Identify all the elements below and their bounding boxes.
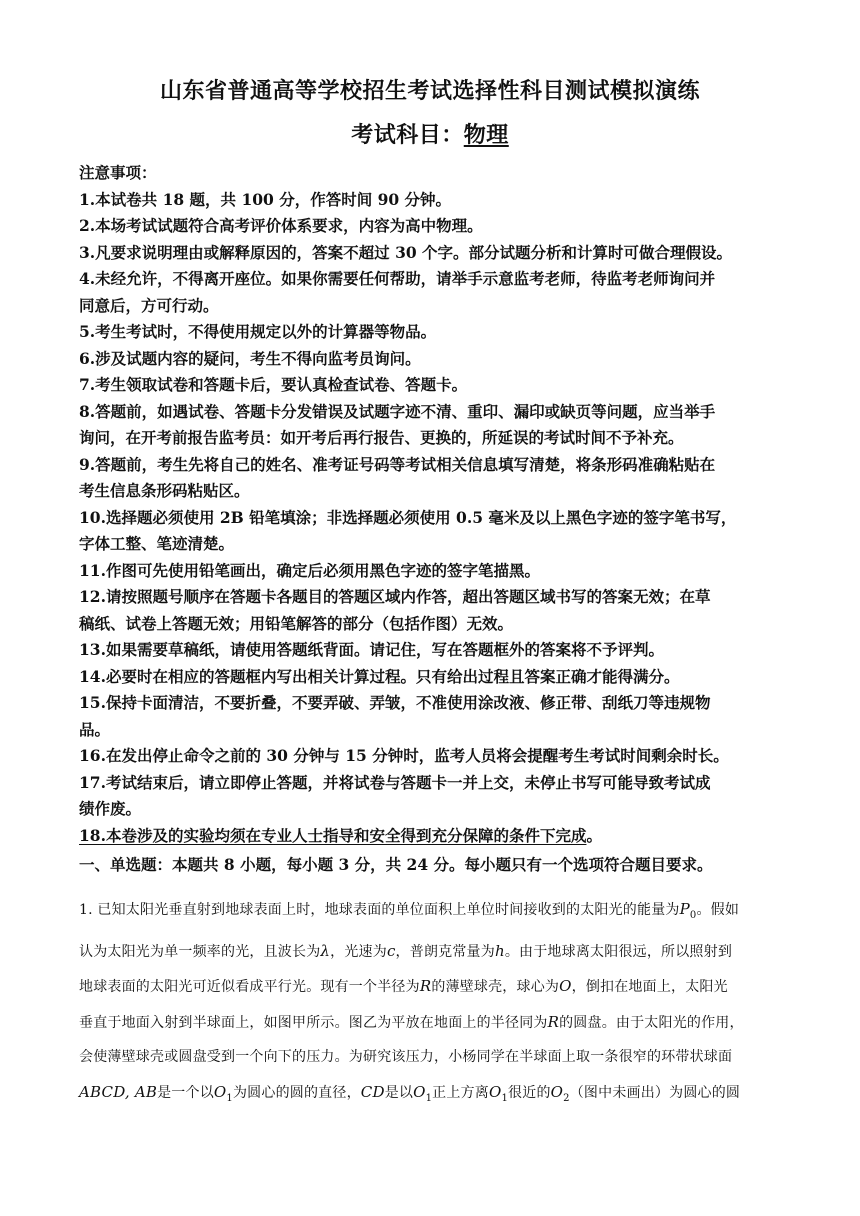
q-text: 为圆心的圆的直径， (232, 1084, 361, 1101)
question-line: 会使薄壁球壳或圆盘受到一个向下的压力。为研究该压力，小杨同学在半球面上取一条很窄的环带状球面 (79, 1049, 733, 1065)
note-line: 14.必要时在相应的答题框内写出相关计算过程。只有给出过程且答案正确才能得满分。 (79, 666, 680, 686)
symbol-p0 (679, 900, 697, 921)
note-line: 绩作废。 (79, 799, 142, 818)
symbol-o1 (488, 1082, 509, 1104)
note-line: 1.本试卷共 18 题，共 100 分，作答时间 90 分钟。 (79, 189, 452, 209)
note-line: 4.未经允许，不得离开座位。如果你需要任何帮助，请举手示意监考老师，待监考老师询问并 (79, 269, 716, 288)
note-line: 品。 (79, 719, 111, 739)
q-text: 是一个以 (157, 1084, 214, 1101)
note-line: 同意后，方可行动。 (79, 295, 219, 315)
q-text: 正上方离 (432, 1084, 489, 1101)
note-line-last: 18.本卷涉及的实验均须在专业人士指导和安全得到充分保障的条件下完成。 (79, 825, 602, 845)
question-1 (79, 892, 789, 1116)
q-text: 垂直于地面入射到半球面上，如图甲所示。图乙为平放在地面上的半径同为 (79, 1014, 548, 1031)
note-last-underlined: 18.本卷涉及的实验均须在专业人士指导和安全得到充分保障的条件下完成 (79, 825, 587, 845)
note-line: 9.答题前，考生先将自己的姓名、准考证号码等考试相关信息填写清楚，将条形码准确粘贴在 (79, 454, 716, 474)
question-line (79, 892, 789, 934)
symbol-c: c (386, 941, 396, 960)
symbol-o1 (413, 1082, 433, 1104)
exam-title: 山东省普通高等学校招生考试选择性科目测试模拟演练 (159, 78, 700, 104)
sym-text: P (679, 900, 690, 918)
sym-text: O (488, 1082, 502, 1101)
q-text: 地球表面的太阳光可近似看成平行光。现有一个半径为 (79, 979, 420, 995)
q-text: 的圆盘。由于太阳光的作用， (559, 1014, 744, 1031)
sym-text: O (213, 1082, 227, 1101)
question-line (79, 1075, 789, 1117)
symbol-o2 (550, 1082, 570, 1104)
symbol-lambda: λ (320, 941, 331, 960)
note-line: 考生信息条形码粘贴区。 (79, 481, 250, 500)
symbol-r: R (419, 977, 432, 995)
question-line (79, 969, 789, 1005)
q-text: 的薄壁球壳，球心为 (431, 979, 560, 995)
symbol-h: h (494, 941, 505, 960)
sym-sub: 2 (563, 1092, 570, 1104)
note-line: 8.答题前，如遇试卷、答题卡分发错误及试题字迹不清、重印、漏印或缺页等问题，应当举手 (79, 401, 716, 421)
note-line: 16.在发出停止命令之前的 30 分钟与 15 分钟时，监考人员将会提醒考生考试时间剩余时长。 (79, 746, 729, 765)
q-text: 认为太阳光为单一频率的光，且波长为 (79, 943, 321, 960)
q-text: 1. 已知太阳光垂直射到地球表面上时，地球表面的单位面积上单位时间接收到的太阳光的能量为 (79, 902, 680, 918)
sym-sub: 0 (689, 910, 697, 921)
sym-sub: 1 (226, 1092, 233, 1104)
q-text: 。假如 (696, 902, 740, 918)
q-text: 很近的 (508, 1084, 551, 1101)
sym-sub: 1 (425, 1092, 433, 1104)
note-line: 7.考生领取试卷和答题卡后，要认真检查试卷、答题卡。 (79, 375, 468, 394)
section-title: 一、单选题：本题共 8 小题，每小题 3 分，共 24 分。每小题只有一个选项符合题目要求。 (79, 855, 713, 874)
sym-sub: 1 (501, 1092, 509, 1104)
symbol-r: R (547, 1012, 560, 1031)
q-text: ，倒扣在地面上，太阳光 (571, 979, 728, 995)
note-line: 5.考生考试时，不得使用规定以外的计算器等物品。 (79, 322, 437, 341)
exam-subject (0, 118, 860, 149)
q-text: ，普朗克常量为 (395, 943, 495, 960)
symbol-o: O (559, 977, 572, 995)
sym-text: O (550, 1082, 564, 1101)
question-line (79, 1005, 789, 1041)
note-line: 11.作图可先使用铅笔画出，确定后必须用黑色字迹的签字笔描黑。 (79, 560, 540, 580)
note-line: 10.选择题必须使用 2B 铅笔填涂；非选择题必须使用 0.5 毫米及以上黑色字迹的签字笔书写， (79, 507, 737, 527)
q-text: ，光速为 (330, 943, 387, 960)
q-text: 是以 (384, 1084, 414, 1101)
note-line: 15.保持卡面清洁，不要折叠，不要弄破、弄皱，不准使用涂改液、修正带、刮纸刀等违规物 (79, 693, 711, 712)
note-line: 17.考试结束后，请立即停止答题，并将试卷与答题卡一并上交，未停止书写可能导致考试成 (79, 772, 711, 792)
sym-text: O (413, 1082, 426, 1101)
note-line: 13.如果需要草稿纸，请使用答题纸背面。请记住，写在答题框外的答案将不予评判。 (79, 640, 664, 659)
subject-prefix: 考试科目： (351, 122, 464, 148)
note-line: 2.本场考试试题符合高考评价体系要求，内容为高中物理。 (79, 216, 483, 235)
subject-value: 物理 (463, 122, 509, 148)
note-line: 询问，在开考前报告监考员：如开考后再行报告、更换的，所延误的考试时间不予补充。 (79, 428, 684, 447)
symbol-o1 (213, 1082, 233, 1104)
note-line: 字体工整、笔迹清楚。 (79, 534, 235, 553)
notes-heading: 注意事项： (79, 163, 157, 182)
notes-section (79, 160, 789, 849)
q-text: 。由于地球离太阳很远，所以照射到 (504, 943, 733, 960)
note-line: 3.凡要求说明理由或解释原因的，答案不超过 30 个字。部分试题分析和计算时可做合理假设。 (79, 242, 733, 262)
symbol-cd: CD (360, 1082, 385, 1101)
note-line: 12.请按照题号顺序在答题卡各题目的答题区域内作答，超出答题区域书写的答案无效；在草 (79, 587, 711, 606)
symbol-abcd: ABCD, AB (79, 1082, 158, 1101)
question-line (79, 934, 789, 970)
note-line: 6.涉及试题内容的疑问，考生不得向监考员询问。 (79, 348, 421, 368)
q-text: （图中未画出）为圆心的圆 (569, 1084, 741, 1101)
note-line: 稿纸、试卷上答题无效；用铅笔解答的部分（包括作图）无效。 (79, 613, 514, 633)
